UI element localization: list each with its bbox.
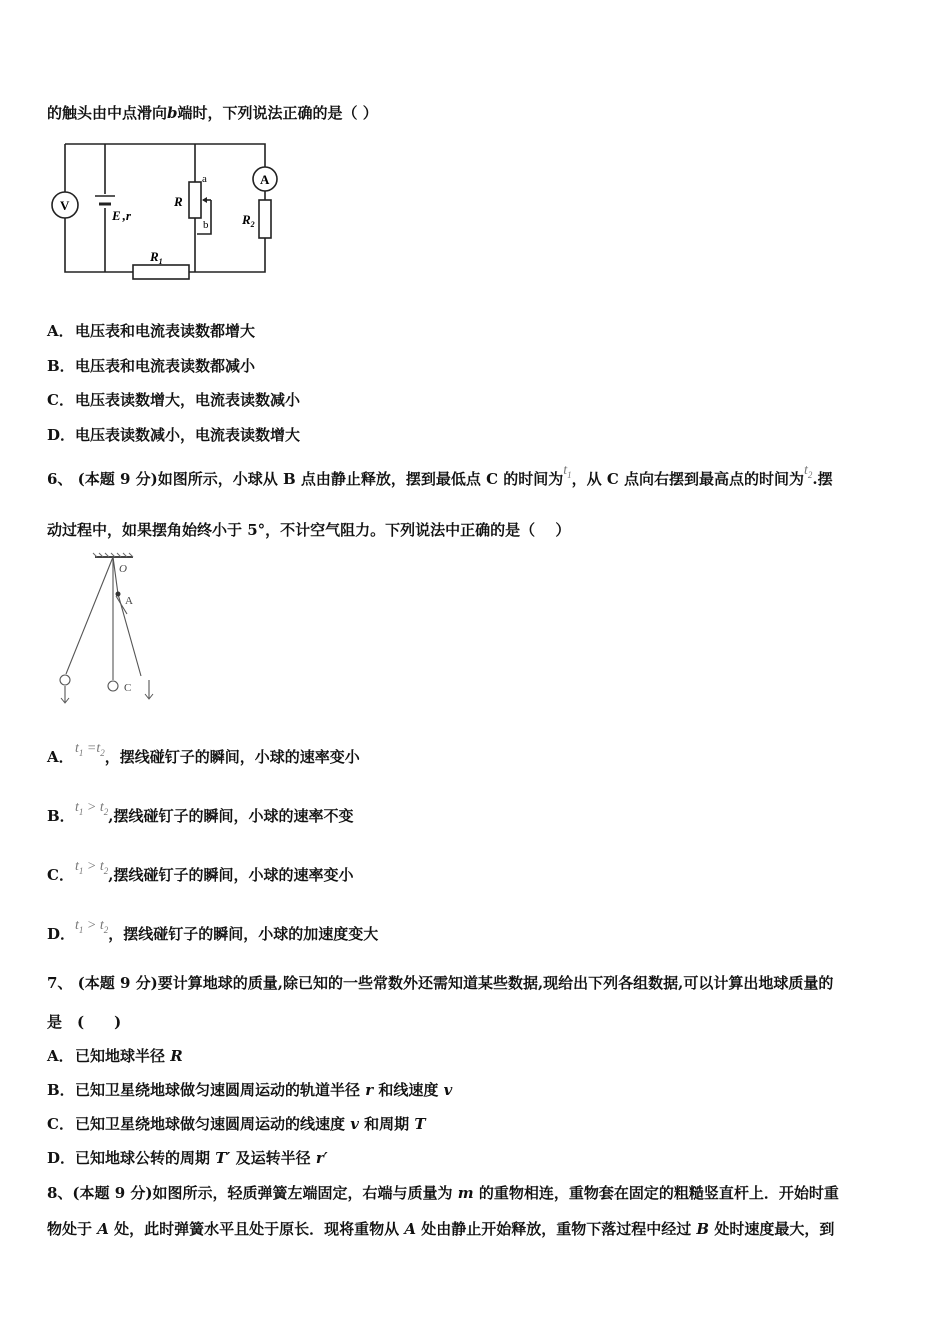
q6-option-d-relation: $t_1 > t_2$ xyxy=(75,918,109,935)
q5-stem-text: 的触头由中点滑向 xyxy=(47,104,168,122)
q5-rheostat-label: R xyxy=(174,194,183,209)
q8-stem-line-2: 物处于 A 处，此时弹簧水平且处于原长．现将重物从 A 处由静止开始释放，重物下落过程中经过 B 处时速度最大，到 xyxy=(47,1220,835,1238)
q6-option-c: C．$t_1 > t_2$,摆线碰钉子的瞬间，小球的速率变小 xyxy=(47,859,354,884)
q6-option-c-relation: $t_1 > t_2$ xyxy=(75,859,109,876)
q5-option-b: B．电压表和电流表读数都减小 xyxy=(47,357,256,375)
q7-stem-line-1: 7、 (本题 9 分)要计算地球的质量,除已知的一些常数外还需知道某些数据,现给出下列各组数据,可以计算出地球质量的 xyxy=(47,974,834,992)
q6-t1: $t_1$ xyxy=(563,463,572,480)
q5-circuit-diagram xyxy=(47,138,282,286)
q6-point-c-label: C xyxy=(124,682,132,694)
q5-contact-b-label: b xyxy=(203,219,209,231)
q5-option-d: D．电压表读数减小，电流表读数增大 xyxy=(47,426,301,444)
q6-option-b: B．$t_1 > t_2$,摆线碰钉子的瞬间，小球的速率不变 xyxy=(47,800,354,825)
q6-option-a-relation: $t_1 =t_2$ xyxy=(75,741,105,758)
q6-t2: $t_2$ xyxy=(804,463,813,480)
q5-stem-tail xyxy=(47,102,378,123)
q6-stem-line-2: 动过程中，如果摆角始终小于 5°，不计空气阻力。下列说法中正确的是（ ） xyxy=(47,521,571,539)
q6-option-d: D．$t_1 > t_2$，摆线碰钉子的瞬间，小球的加速度变大 xyxy=(47,918,379,943)
q5-emf-label: E ,r xyxy=(112,208,131,223)
q5-r1-label: $R_1$ xyxy=(150,249,163,266)
q6-option-a: A．$t_1 =t_2$，摆线碰钉子的瞬间，小球的速率变小 xyxy=(47,741,360,766)
q5-contact-a-label: a xyxy=(202,173,207,185)
q7-option-d: D．已知地球公转的周期 T′ 及运转半径 r′ xyxy=(47,1149,328,1167)
q5-stem-var: b xyxy=(167,104,178,122)
q5-voltmeter-label: V xyxy=(60,198,70,213)
q6-option-b-relation: $t_1 > t_2$ xyxy=(75,800,109,817)
q5-stem-text-2: 端时，下列说法正确的是（ ） xyxy=(177,104,378,122)
q6-point-a-label: A xyxy=(125,595,133,607)
q5-option-c: C．电压表读数增大，电流表读数减小 xyxy=(47,391,301,409)
q6-stem-line-1: 6、 (本题 9 分)如图所示，小球从 B 点由静止释放，摆到最低点 C 的时间为$t_1$，从 C 点向右摆到最高点的时间为$t_2$.摆 xyxy=(47,463,833,488)
q5-option-a: A．电压表和电流表读数都增大 xyxy=(47,322,256,340)
q5-r2-label: $R_2$ xyxy=(242,212,255,229)
q6-pendulum-diagram xyxy=(55,552,165,712)
q5-ammeter-label: A xyxy=(260,172,270,187)
q7-option-a: A．已知地球半径 R xyxy=(47,1047,183,1065)
q8-stem-line-1: 8、(本题 9 分)如图所示，轻质弹簧左端固定，右端与质量为 m 的重物相连，重物套在固定的粗糙竖直杆上．开始时重 xyxy=(47,1184,839,1202)
q6-point-o-label: O xyxy=(119,563,127,575)
q7-option-c: C．已知卫星绕地球做匀速圆周运动的线速度 v 和周期 T xyxy=(47,1115,426,1133)
q7-stem-line-2: 是 ( ) xyxy=(47,1013,122,1031)
q7-option-b: B．已知卫星绕地球做匀速圆周运动的轨道半径 r 和线速度 v xyxy=(47,1081,453,1099)
